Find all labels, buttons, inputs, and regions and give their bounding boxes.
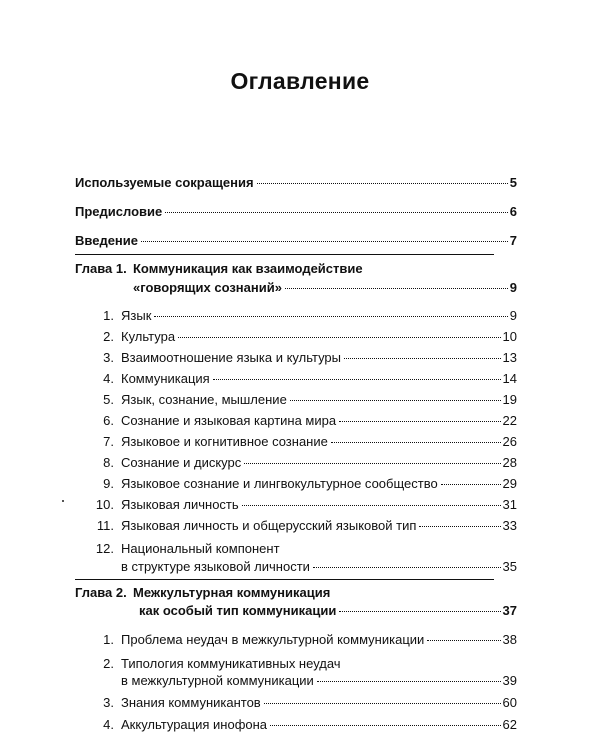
toc-entry-number: 3. xyxy=(103,350,114,365)
toc-entry-text: Предисловие xyxy=(75,204,163,219)
toc-page-number: 19 xyxy=(502,392,517,407)
chapter-1-heading[interactable] xyxy=(0,259,600,279)
toc-entry-number: 1. xyxy=(103,632,114,647)
toc-entry[interactable] xyxy=(0,432,600,452)
toc-entry[interactable] xyxy=(0,539,600,559)
toc-entry-text: в межкультурной коммуникации xyxy=(121,673,314,688)
toc-entry[interactable] xyxy=(0,306,600,326)
toc-entry[interactable] xyxy=(0,453,600,473)
toc-page-number: 29 xyxy=(502,476,517,491)
toc-page-number: 22 xyxy=(502,413,517,428)
toc-entry-text: Сознание и языковая картина мира xyxy=(121,413,337,428)
leader-dots xyxy=(441,484,501,485)
toc-entry-text: Языковая личность и общерусский языковой тип xyxy=(121,518,417,533)
toc-entry-text: Сознание и дискурс xyxy=(121,455,242,470)
leader-dots xyxy=(290,400,501,401)
chapter-label: Глава 2. xyxy=(75,585,127,600)
leader-dots xyxy=(339,421,500,422)
chapter-title-line1: Межкультурная коммуникация xyxy=(133,585,331,600)
leader-dots xyxy=(285,288,508,289)
toc-entry-number: 10. xyxy=(95,497,114,512)
leader-dots xyxy=(154,316,507,317)
toc-page-number: 37 xyxy=(502,603,517,618)
toc-page-number: 9 xyxy=(509,308,517,323)
toc-page-number: 60 xyxy=(502,695,517,710)
leader-dots xyxy=(213,379,501,380)
chapter-title-line2: как особый тип коммуникации xyxy=(139,603,337,618)
toc-entry-number: 4. xyxy=(103,371,114,386)
toc-entry[interactable] xyxy=(0,495,600,515)
toc-page-number: 13 xyxy=(502,350,517,365)
toc-entry-number: 9. xyxy=(103,476,114,491)
toc-entry-text-line1: Типология коммуникативных неудач xyxy=(121,656,341,671)
toc-entry-continued[interactable] xyxy=(0,671,600,691)
leader-dots xyxy=(270,725,501,726)
toc-entry-text: Языковое и когнитивное сознание xyxy=(121,434,328,449)
chapter-title-line1: Коммуникация как взаимодействие xyxy=(133,261,363,276)
page-title: Оглавление xyxy=(230,68,370,94)
toc-entry-text: Взаимоотношение языка и культуры xyxy=(121,350,341,365)
toc-entry[interactable] xyxy=(0,369,600,389)
toc-entry-number: 6. xyxy=(103,413,114,428)
toc-entry-number: 7. xyxy=(103,434,114,449)
leader-dots xyxy=(313,567,501,568)
toc-entry-text: Аккультурация инофона xyxy=(121,717,268,732)
toc-entry[interactable] xyxy=(0,474,600,494)
toc-page-number: 26 xyxy=(502,434,517,449)
toc-entry-text: Проблема неудач в межкультурной коммуникации xyxy=(121,632,425,647)
toc-page-number: 7 xyxy=(509,233,517,248)
toc-entry-text: Знания коммуникантов xyxy=(121,695,261,710)
leader-dots xyxy=(427,640,500,641)
toc-entry[interactable] xyxy=(0,693,600,713)
leader-dots xyxy=(317,681,501,682)
toc-entry-number: 1. xyxy=(103,308,114,323)
leader-dots xyxy=(344,358,501,359)
toc-entry-text: Коммуникация xyxy=(121,371,210,386)
toc-page-number: 28 xyxy=(502,455,517,470)
toc-entry-number: 12. xyxy=(95,541,114,556)
toc-page-number: 14 xyxy=(502,371,517,386)
toc-entry[interactable] xyxy=(0,715,600,735)
toc-entry-text: Языковая личность xyxy=(121,497,239,512)
toc-entry[interactable] xyxy=(0,348,600,368)
leader-dots xyxy=(331,442,501,443)
toc-entry[interactable] xyxy=(0,630,600,650)
toc-page-number: 6 xyxy=(509,204,517,219)
toc-entry[interactable] xyxy=(0,327,600,347)
toc-page-number: 5 xyxy=(509,175,517,190)
toc-page-number: 35 xyxy=(502,559,517,574)
chapter-1-heading-line2[interactable] xyxy=(0,278,600,298)
toc-page-number: 38 xyxy=(502,632,517,647)
paper-speck xyxy=(62,500,64,502)
chapter-label: Глава 1. xyxy=(75,261,127,276)
toc-entry-number: 2. xyxy=(103,329,114,344)
toc-entry-number: 11. xyxy=(96,518,114,533)
leader-dots xyxy=(339,611,500,612)
toc-entry-text: в структуре языковой личности xyxy=(121,559,310,574)
toc-entry-continued[interactable] xyxy=(0,557,600,577)
chapter-2-heading-line2[interactable] xyxy=(0,601,600,621)
leader-dots xyxy=(178,337,500,338)
toc-entry-number: 8. xyxy=(103,455,114,470)
divider xyxy=(75,579,494,580)
toc-entry-text: Язык, сознание, мышление xyxy=(121,392,287,407)
chapter-title-line2: «говорящих сознаний» xyxy=(133,280,282,295)
divider xyxy=(75,254,494,255)
toc-entry-abbreviations[interactable] xyxy=(0,173,600,193)
toc-entry-text: Используемые сокращения xyxy=(75,175,254,190)
toc-page-number: 10 xyxy=(502,329,517,344)
toc-page-number: 9 xyxy=(509,280,517,295)
toc-entry-preface[interactable] xyxy=(0,202,600,222)
leader-dots xyxy=(244,463,500,464)
toc-entry[interactable] xyxy=(0,411,600,431)
toc-page-number: 62 xyxy=(502,717,517,732)
leader-dots xyxy=(419,526,500,527)
toc-entry-number: 2. xyxy=(103,656,114,671)
toc-page-number: 31 xyxy=(502,497,517,512)
toc-entry-text: Культура xyxy=(121,329,176,344)
toc-entry-number: 3. xyxy=(103,695,114,710)
toc-page-number: 39 xyxy=(502,673,517,688)
toc-entry[interactable] xyxy=(0,516,600,536)
toc-entry-number: 4. xyxy=(103,717,114,732)
toc-entry-number: 5. xyxy=(103,392,114,407)
toc-entry-text-line1: Национальный компонент xyxy=(121,541,280,556)
toc-entry-text: Введение xyxy=(75,233,138,248)
leader-dots xyxy=(165,212,508,213)
leader-dots xyxy=(257,183,508,184)
chapter-2-heading[interactable] xyxy=(0,583,600,603)
toc-entry[interactable] xyxy=(0,390,600,410)
toc-entry-introduction[interactable] xyxy=(0,231,600,251)
toc-page-number: 33 xyxy=(502,518,517,533)
toc-entry-text: Язык xyxy=(121,308,152,323)
leader-dots xyxy=(141,241,508,242)
leader-dots xyxy=(242,505,501,506)
toc-entry-text: Языковое сознание и лингвокультурное сообщество xyxy=(121,476,438,491)
leader-dots xyxy=(264,703,501,704)
